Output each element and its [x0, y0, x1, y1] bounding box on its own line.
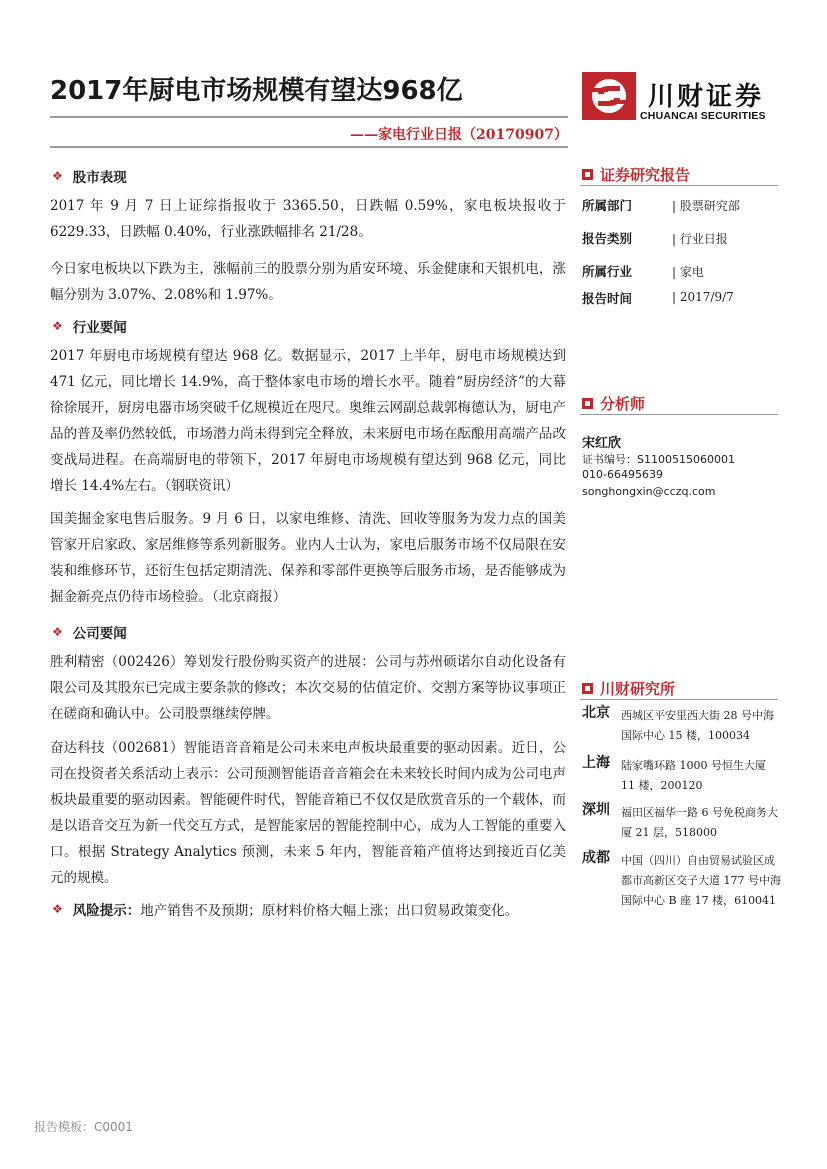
office-city-shenzhen: 深圳 — [582, 802, 610, 818]
info-value-report-date: | 2017/9/7 — [672, 290, 734, 304]
info-value-industry: | 家电 — [672, 265, 704, 279]
sidebar-divider — [580, 414, 778, 415]
title-divider — [50, 116, 568, 118]
subtitle-divider — [50, 146, 568, 148]
page-title: 2017年厨电市场规模有望达968亿 — [50, 76, 463, 106]
sidebar-divider — [580, 699, 778, 700]
analyst-name: 宋红欣 — [582, 436, 622, 451]
risk-text: 地产销售不及预期；原材料价格大幅上涨；出口贸易政策变化。 — [140, 903, 519, 919]
chuancai-logo-icon — [582, 72, 636, 120]
office-address-shenzhen: 福田区福华一路 6 号免税商务大厦 21 层，518000 — [621, 806, 778, 839]
logo-english-name: CHUANCAI SECURITIES — [640, 110, 766, 122]
section-company-heading: ❖ 公司要闻 — [52, 625, 127, 642]
industry-paragraph-1: 2017 年厨电市场规模有望达 968 亿。数据显示，2017 上半年，厨电市场规模达到 471 亿元，同比增长 14.9%，高于整体家电市场的增长水平。随着“厨房经济”的大幕徐徐展开，厨房电器市场突破千亿规模近在咫尺。奥维云网副总裁郭梅德认为，厨电产品的普及率仍然较低，市场潜力尚未得到完全释放，未来厨电市场在酝酿用高端产品改变战局进程。在高端厨电的带领下，2017 年厨电市场规模有望达到 968 亿元，同比增长 14.4%左右。（钢联资讯） — [50, 348, 566, 494]
office-city-chengdu: 成都 — [582, 850, 610, 866]
office-address-shanghai: 陆家嘴环路 1000 号恒生大厦 11 楼，200120 — [621, 759, 766, 792]
office-city-shanghai: 上海 — [582, 755, 610, 771]
info-label-department: 所属部门 — [582, 198, 633, 213]
sidebar-divider — [580, 185, 778, 186]
sidebar-institute-heading: 川财研究所 — [582, 678, 675, 699]
info-label-report-type: 报告类别 — [582, 231, 633, 246]
diamond-bullet-icon: ❖ — [52, 169, 63, 183]
company-paragraph-1: 胜利精密（002426）筹划发行股份购买资产的进展：公司与苏州硕诺尔自动化设备有限公司及其股东已完成主要条款的修改；本次交易的估值定价、交割方案等协议事项正在磋商和确认中。公司股票继续停牌。 — [50, 654, 566, 722]
risk-warning — [52, 899, 518, 919]
diamond-bullet-icon: ❖ — [52, 319, 63, 333]
office-address-chengdu: 中国（四川）自由贸易试验区成都市高新区交子大道 177 号中海国际中心 B 座 17 楼，610041 — [621, 854, 781, 907]
square-bullet-icon — [582, 169, 593, 180]
info-value-department: | 股票研究部 — [672, 199, 740, 213]
info-label-industry: 所属行业 — [582, 264, 633, 279]
analyst-email[interactable]: songhongxin@cczq.com — [582, 485, 716, 498]
risk-label: 风险提示： — [72, 903, 141, 919]
market-paragraph-1: 2017 年 9 月 7 日上证综指报收于 3365.50，日跌幅 0.59%，家电板块报收于 6229.33，日跌幅 0.40%，行业涨跌幅排名 21/28。 — [50, 198, 566, 240]
report-template-code: 报告模板：C0001 — [34, 1120, 133, 1134]
diamond-bullet-icon: ❖ — [52, 902, 63, 916]
logo-chinese-name: 川财证券 — [648, 82, 765, 112]
section-industry-heading: ❖ 行业要闻 — [52, 319, 127, 336]
industry-paragraph-2: 国美掘金家电售后服务。9 月 6 日，以家电维修、清洗、回收等服务为发力点的国美管家开启家政、家居维修等系列新服务。业内人士认为，家电后服务市场不仅局限在安装和维修环节，还衍生包括定期清洗、保养和零部件更换等后服务市场，是否能够成为掘金新亮点仍待市场检验。（北京商报） — [50, 511, 566, 605]
analyst-certificate: 证书编号：S1100515060001 — [582, 453, 735, 466]
sidebar-report-heading: 证券研究报告 — [582, 164, 690, 185]
report-subtitle: ——家电行业日报（20170907） — [350, 127, 568, 143]
info-label-report-date: 报告时间 — [582, 291, 633, 306]
square-bullet-icon — [582, 398, 593, 409]
office-city-beijing: 北京 — [582, 705, 610, 721]
company-paragraph-2: 奋达科技（002681）智能语音音箱是公司未来电声板块最重要的驱动因素。近日，公司在投资者关系活动上表示：公司预测智能语音音箱会在未来较长时间内成为公司电声板块最重要的驱动因素。智能硬件时代，智能音箱已不仅仅是欣赏音乐的一个载体，而是以语音交互为新一代交互方式，是智能家居的智能控制中心，成为人工智能的重要入口。根据 Strategy Analytics 预测，未来 5 年内，智能音箱产值将达到接近百亿美元的规模。 — [50, 740, 566, 886]
analyst-phone: 010-66495639 — [582, 468, 663, 481]
section-market-heading: ❖ 股市表现 — [52, 169, 127, 186]
market-paragraph-2: 今日家电板块以下跌为主，涨幅前三的股票分别为盾安环境、乐金健康和天银机电，涨幅分别为 3.07%、2.08%和 1.97%。 — [50, 261, 566, 303]
office-address-beijing: 西城区平安里西大街 28 号中海国际中心 15 楼，100034 — [621, 709, 774, 742]
square-bullet-icon — [582, 683, 593, 694]
sidebar-analyst-heading: 分析师 — [582, 393, 645, 414]
info-value-report-type: | 行业日报 — [672, 232, 728, 246]
diamond-bullet-icon: ❖ — [52, 625, 63, 639]
